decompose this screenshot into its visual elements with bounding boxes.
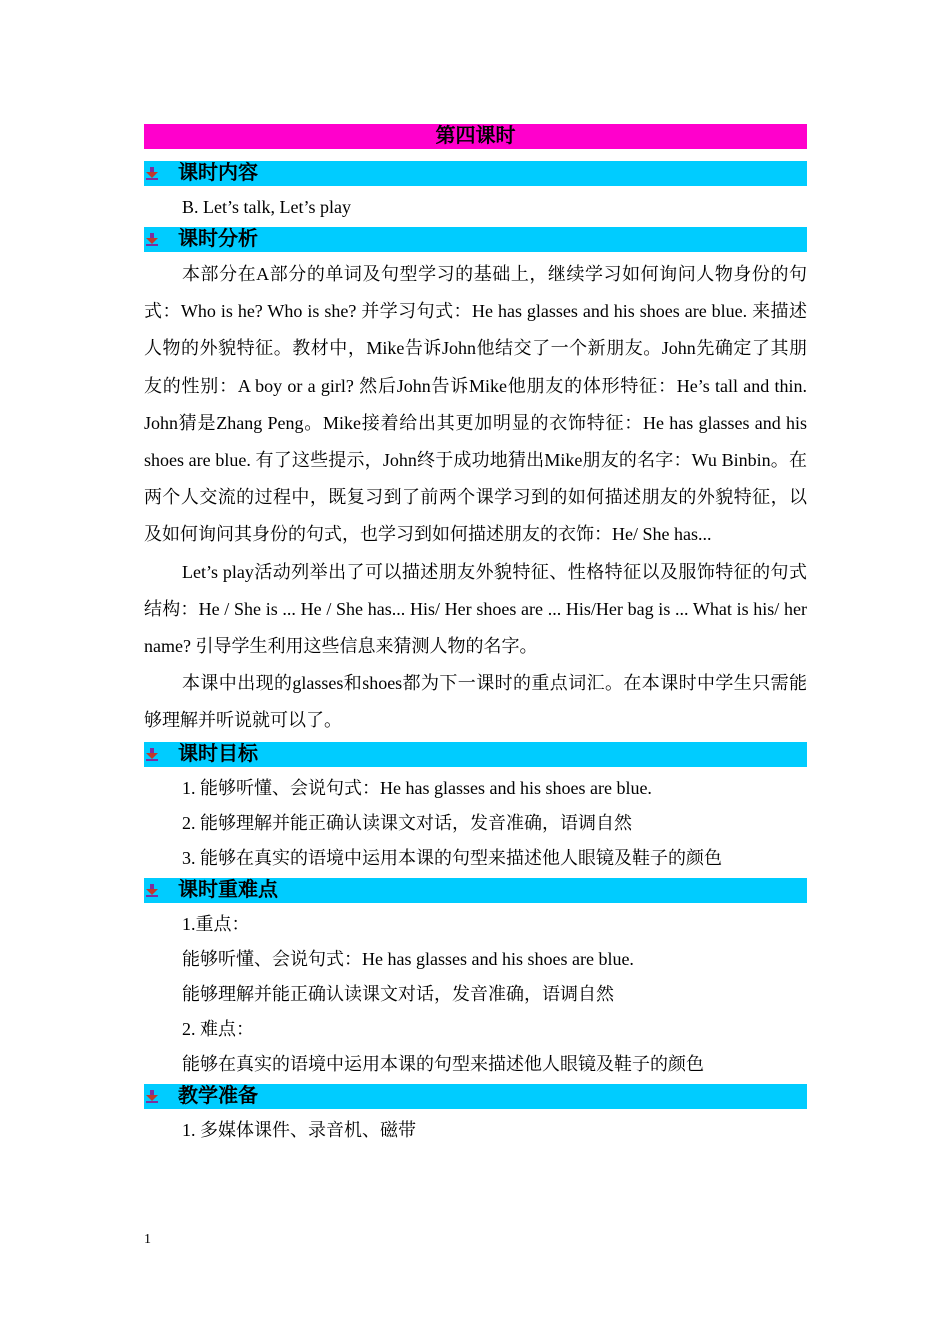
download-arrow-icon — [146, 1090, 158, 1103]
page-number: 1 — [144, 1232, 151, 1247]
lesson-title: 第四课时 — [144, 124, 807, 149]
list-item: 能够听懂、会说句式：He has glasses and his shoes are blue. — [182, 948, 634, 969]
analysis-paragraph: 本课中出现的glasses和shoes都为下一课时的重点词汇。在本课时中学生只需能够理解并听说就可以了。 — [144, 673, 807, 731]
list-item: 1.重点： — [182, 913, 250, 934]
section-heading-content — [144, 161, 807, 186]
section-title: 课时目标 — [178, 742, 258, 765]
section-title: 课时内容 — [178, 162, 258, 184]
section-title: 教学准备 — [178, 1084, 258, 1107]
download-arrow-icon — [146, 748, 158, 761]
list-item: 1. 能够听懂、会说句式：He has glasses and his shoes are blue. — [182, 777, 652, 798]
section-heading-objectives — [144, 742, 807, 767]
list-item: 能够在真实的语境中运用本课的句型来描述他人眼镜及鞋子的颜色 — [182, 1053, 704, 1074]
download-arrow-icon — [146, 884, 158, 897]
analysis-paragraph: Let’s play活动列举出了可以描述朋友外貌特征、性格特征以及服饰特征的句式结构：He / She is ... He / She has... His/ Her shoes are ... His/Her bag is ... What is his/ her name? 引导学生利用这些信息来猜测人物的名字。 — [144, 561, 807, 657]
list-item: 2. 能够理解并能正确认读课文对话，发音准确，语调自然 — [182, 812, 632, 833]
section-heading-key-points — [144, 878, 807, 903]
list-item: 能够理解并能正确认读课文对话，发音准确，语调自然 — [182, 983, 614, 1004]
list-item: 2. 难点： — [182, 1018, 254, 1039]
list-item: 3. 能够在真实的语境中运用本课的句型来描述他人眼镜及鞋子的颜色 — [182, 847, 722, 868]
content — [144, 124, 807, 1148]
section-title: 课时重难点 — [178, 878, 278, 901]
analysis-paragraph: 本部分在A部分的单词及句型学习的基础上，继续学习如何询问人物身份的句式：Who is he? Who is she? 并学习句式：He has glasses and his shoes are blue. 来描述人物的外貌特征。教材中，Mike告诉John他结交了一个新朋友。John先确定了其朋友的性别：A boy or a girl? 然后John告诉Mike他朋友的体形特征：He’s tall and thin. John猜是Zhang Peng。Mike接着给出其更加明显的衣饰特征：He has glasses and his shoes are blue. 有了这些提示，John终于成功地猜出Mike朋友的名字：Wu Binbin。在两个人交流的过程中，既复习到了前两个课学习到的如何描述朋友的外貌特征，以及如何询问其身份的句式，也学习到如何描述朋友的衣饰：He/ She has... — [144, 264, 807, 545]
download-arrow-icon — [146, 233, 158, 246]
section-heading-analysis — [144, 227, 807, 252]
section-heading-preparation — [144, 1084, 807, 1109]
section-title: 课时分析 — [178, 228, 258, 250]
list-item: 1. 多媒体课件、录音机、磁带 — [182, 1119, 416, 1140]
download-arrow-icon — [146, 167, 158, 180]
list-item: B. Let’s talk, Let’s play — [182, 197, 351, 217]
